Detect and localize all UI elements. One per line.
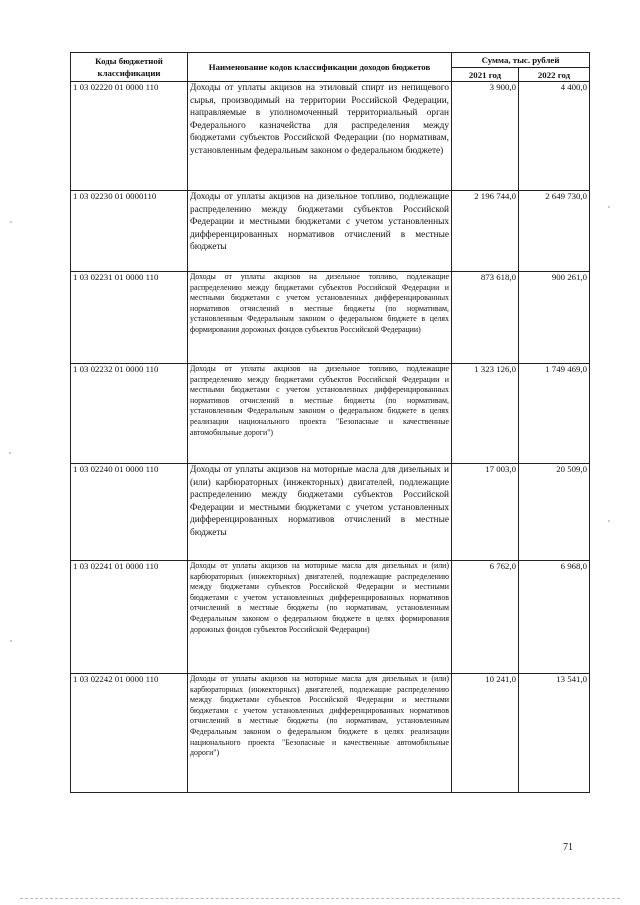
table-row bbox=[71, 364, 590, 464]
header-name: Наименование кодов классификации доходов бюджетов bbox=[188, 53, 452, 82]
row-name: Доходы от уплаты акцизов на моторные масла для дизельных и (или) карбюраторных (инжекторных) двигателей, подлежащие распределению между бюджетами субъектов Российской Федерации и местными бюджетами с учетом установленных дифференцированных нормативов отчислений в местные бюджеты bbox=[188, 464, 452, 561]
row-amount-2021: 10 241,0 bbox=[452, 674, 519, 793]
row-name: Доходы от уплаты акцизов на моторные масла для дизельных и (или) карбюраторных (инжекторных) двигателей, подлежащие распределению между бюджетами субъектов Российской Федерации и местными бюджетами с учетом установленных дифференцированных нормативов отчислений в местные бюджеты (по нормативам, установленным Федеральным законом о федеральном бюджете в целях реализации национального проекта "Безопасные и качественные автомобильные дороги") bbox=[188, 674, 452, 793]
table-row bbox=[71, 272, 590, 364]
header-year-2022: 2022 год bbox=[519, 68, 590, 82]
scan-edge-line bbox=[20, 898, 620, 899]
scan-dust-mark bbox=[9, 452, 11, 454]
row-code: 1 03 02231 01 0000 110 bbox=[71, 272, 188, 364]
row-code: 1 03 02220 01 0000 110 bbox=[71, 82, 188, 191]
row-amount-2022: 1 749 469,0 bbox=[519, 364, 590, 464]
row-amount-2021: 17 003,0 bbox=[452, 464, 519, 561]
row-amount-2021: 873 618,0 bbox=[452, 272, 519, 364]
row-code: 1 03 02242 01 0000 110 bbox=[71, 674, 188, 793]
row-name: Доходы от уплаты акцизов на дизельное топливо, подлежащие распределению между бюджетами субъектов Российской Федерации и местными бюджетами с учетом установленных дифференцированных нормативов отчислений в местные бюджеты (по нормативам, установленным Федеральным законом о федеральном бюджете в целях формирования дорожных фондов субъектов Российской Федерации) bbox=[188, 272, 452, 364]
row-code: 1 03 02240 01 0000 110 bbox=[71, 464, 188, 561]
scan-dust-mark bbox=[608, 520, 610, 522]
row-name: Доходы от уплаты акцизов на дизельное топливо, подлежащие распределению между бюджетами субъектов Российской Федерации и местными бюджетами с учетом установленных дифференцированных нормативов отчислений в местные бюджеты bbox=[188, 191, 452, 272]
table-row bbox=[71, 464, 590, 561]
table-row bbox=[71, 674, 590, 793]
scan-dust-mark bbox=[10, 221, 12, 223]
row-name: Доходы от уплаты акцизов на этиловый спирт из непищевого сырья, производимый на территории Российской Федерации, направляемые в уполномоченный территориальный орган Федерального казначейства для распределения между бюджетами субъектов Российской Федерации (по нормативам, установленным федеральным законом о федеральном бюджете) bbox=[188, 82, 452, 191]
row-amount-2021: 2 196 744,0 bbox=[452, 191, 519, 272]
row-amount-2022: 20 509,0 bbox=[519, 464, 590, 561]
row-code: 1 03 02241 01 0000 110 bbox=[71, 561, 188, 674]
row-code: 1 03 02232 01 0000 110 bbox=[71, 364, 188, 464]
scan-dust-mark bbox=[10, 640, 12, 642]
row-amount-2022: 4 400,0 bbox=[519, 82, 590, 191]
row-name: Доходы от уплаты акцизов на дизельное топливо, подлежащие распределению между бюджетами субъектов Российской Федерации и местными бюджетами с учетом установленных дифференцированных нормативов отчислений в местные бюджеты (по нормативам, установленным Федеральным законом о федеральном бюджете в целях реализации национального проекта "Безопасные и качественные автомобильные дороги") bbox=[188, 364, 452, 464]
table-row bbox=[71, 191, 590, 272]
row-amount-2021: 6 762,0 bbox=[452, 561, 519, 674]
row-amount-2022: 2 649 730,0 bbox=[519, 191, 590, 272]
page-number: 71 bbox=[563, 842, 573, 853]
row-name: Доходы от уплаты акцизов на моторные масла для дизельных и (или) карбюраторных (инжекторных) двигателей, подлежащие распределению между бюджетами субъектов Российской Федерации и местными бюджетами с учетом установленных дифференцированных нормативов отчислений в местные бюджеты (по нормативам, установленным Федеральным законом о федеральном бюджете в целях формирования дорожных фондов субъектов Российской Федерации) bbox=[188, 561, 452, 674]
row-amount-2022: 6 968,0 bbox=[519, 561, 590, 674]
header-sum: Сумма, тыс. рублей bbox=[452, 53, 590, 68]
row-amount-2021: 3 900,0 bbox=[452, 82, 519, 191]
row-amount-2021: 1 323 126,0 bbox=[452, 364, 519, 464]
row-code: 1 03 02230 01 0000110 bbox=[71, 191, 188, 272]
scan-dust-mark bbox=[608, 206, 610, 208]
budget-table bbox=[70, 52, 590, 793]
row-amount-2022: 900 261,0 bbox=[519, 272, 590, 364]
table-row bbox=[71, 82, 590, 191]
header-codes: Коды бюджетной классификации bbox=[71, 53, 188, 82]
header-year-2021: 2021 год bbox=[452, 68, 519, 82]
table-row bbox=[71, 561, 590, 674]
row-amount-2022: 13 541,0 bbox=[519, 674, 590, 793]
